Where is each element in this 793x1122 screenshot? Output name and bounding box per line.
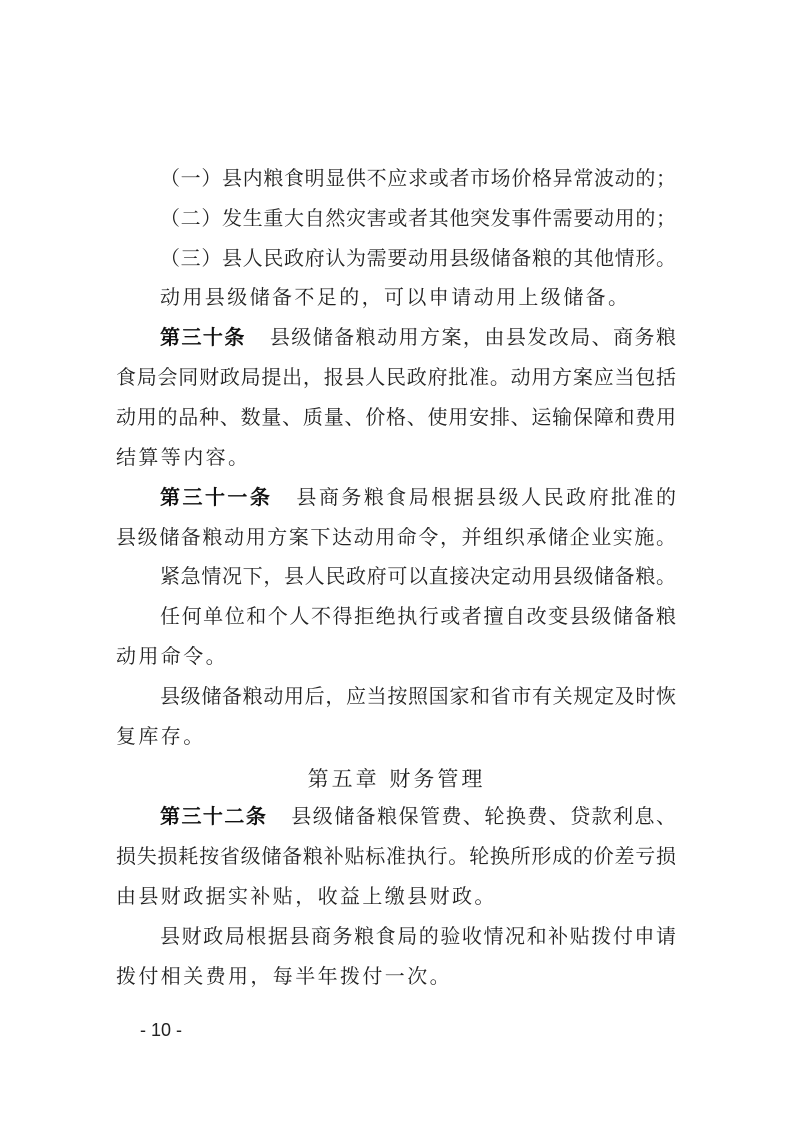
article-number: 第三十一条: [160, 485, 273, 509]
line-text: 复库存。: [116, 724, 206, 748]
article-32-first-line: [160, 802, 676, 830]
paragraph-line: [160, 922, 676, 950]
chapter-heading: 第五章 财务管理: [307, 767, 486, 791]
line-text: 损失损耗按省级储备粮补贴标准执行。轮换所形成的价差亏损: [116, 844, 676, 868]
line-text: （三）县人民政府认为需要动用县级储备粮的其他情形。: [160, 246, 676, 270]
line-text: （一）县内粮食明显供不应求或者市场价格异常波动的；: [160, 166, 676, 190]
line-text: 动用的品种、数量、质量、价格、使用安排、运输保障和费用: [116, 405, 676, 429]
article-30-first-line: [160, 323, 676, 351]
line-text: 动用命令。: [116, 644, 228, 668]
line-text: （二）发生重大自然灾害或者其他突发事件需要动用的；: [160, 206, 676, 230]
paragraph-line: [116, 962, 676, 990]
page-number: - 10 -: [140, 1020, 183, 1040]
line-text: 任何单位和个人不得拒绝执行或者擅自改变县级储备粮: [160, 604, 676, 628]
paragraph-line: [116, 642, 676, 670]
paragraph-line: [160, 244, 676, 272]
line-text: 县商务粮食局根据县级人民政府批准的: [296, 485, 677, 509]
paragraph-line: [160, 682, 676, 710]
line-text: 动用县级储备不足的，可以申请动用上级储备。: [160, 285, 631, 309]
paragraph-line: [116, 722, 676, 750]
article-number: 第三十二条: [160, 804, 268, 828]
paragraph-line: [116, 882, 676, 910]
paragraph-line: [160, 562, 676, 590]
paragraph-line: [160, 204, 676, 232]
paragraph-line: [160, 602, 676, 630]
paragraph-line: [116, 523, 676, 551]
article-31-first-line: [160, 483, 676, 511]
line-text: 县级储备粮动用方案，由县发改局、商务粮: [269, 325, 677, 349]
line-text: 食局会同财政局提出，报县人民政府批准。动用方案应当包括: [116, 365, 676, 389]
line-text: 县级储备粮保管费、轮换费、贷款利息、: [291, 804, 677, 828]
line-text: 由县财政据实补贴，收益上缴县财政。: [116, 884, 497, 908]
paragraph-line: [116, 363, 676, 391]
article-number: 第三十条: [160, 325, 246, 349]
line-text: 县财政局根据县商务粮食局的验收情况和补贴拨付申请: [160, 924, 676, 948]
paragraph-line: [160, 164, 676, 192]
line-text: 紧急情况下，县人民政府可以直接决定动用县级储备粮。: [160, 564, 676, 588]
paragraph-line: [116, 842, 676, 870]
line-text: 结算等内容。: [116, 445, 251, 469]
paragraph-line: [116, 403, 676, 431]
paragraph-line: [116, 443, 676, 471]
line-text: 县级储备粮动用后，应当按照国家和省市有关规定及时恢: [160, 684, 676, 708]
line-text: 县级储备粮动用方案下达动用命令，并组织承储企业实施。: [116, 525, 676, 549]
paragraph-line: [160, 283, 676, 311]
line-text: 拨付相关费用，每半年拨付一次。: [116, 964, 452, 988]
